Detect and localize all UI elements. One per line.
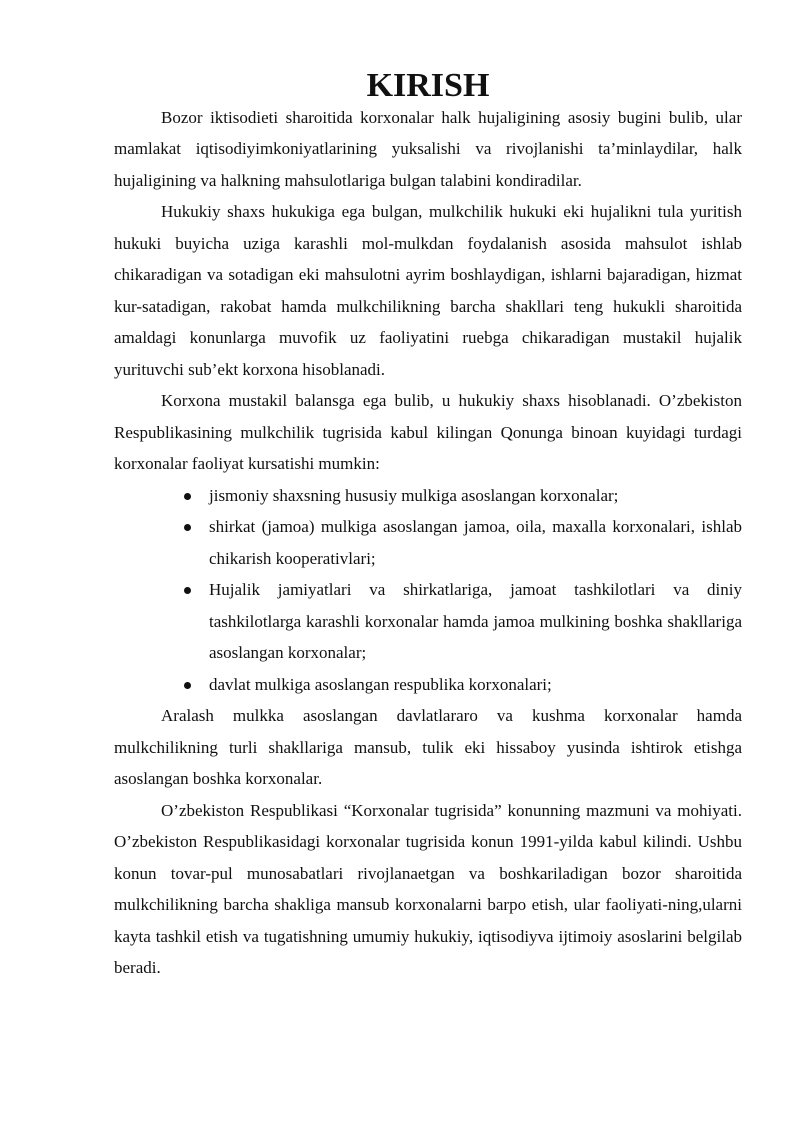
page-title: KIRISH — [366, 67, 490, 104]
bullet-icon — [184, 587, 191, 594]
paragraph-3: Korxona mustakil balansga ega bulib, u hukukiy shaxs hisoblanadi. O’zbekiston Respublikasining mulkchilik tugrisida kabul kilingan Qonunga binoan kuyidagi turdagi korxonalar faoliyat kursatishi mumkin: — [114, 391, 742, 473]
list-item — [209, 574, 742, 669]
list-item — [209, 511, 742, 574]
list-item — [209, 480, 742, 512]
bullet-icon — [184, 682, 191, 689]
document-page — [114, 67, 742, 984]
bullet-icon — [184, 493, 191, 500]
paragraph-2: Hukukiy shaxs hukukiga ega bulgan, mulkchilik hukuki eki hujalikni tula yuritish hukuki buyicha uziga karashli mol-mulkdan foydalanish asosida mahsulot ishlab chikaradigan va sotadigan eki mahsulotni ayrim boshlaydigan, ishlarni bajaradigan, hizmat kur-satadigan, rakobat hamda mulkchilikning barcha shakllari teng hukukli sharoitida amaldagi konunlarga muvofik uz faoliyatini ruebga chikaradigan mustakil hujalik yurituvchi sub’ekt korxona hisoblanadi. — [114, 202, 742, 379]
paragraph-5: O’zbekiston Respublikasi “Korxonalar tugrisida” konunning mazmuni va mohiyati. O’zbekiston Respublikasidagi korxonalar tugrisida konun 1991-yilda kabul kilindi. Ushbu konun tovar-pul munosabatlari rivojlanaetgan va boshkariladigan bozor sharoitida mulkchilikning barcha shakliga mansub korxonalarni barpo etish, ular faoliyati-ning,ularni kayta tashkil etish va tugatishning umumiy hukukiy, iqtisodiyva ijtimoiy asoslarini belgilab beradi. — [114, 800, 742, 977]
ownership-list — [114, 480, 742, 701]
paragraph-1: Bozor iktisodieti sharoitida korxonalar halk hujaligining asosiy bugini bulib, ular mamlakat iqtisodiyimkoniyatlarining yuksalishi va rivojlanishi ta’minlaydilar, halk hujaligining va halkning mahsulotlariga bulgan talabini kondiradilar. — [114, 107, 742, 190]
list-item-text: Hujalik jamiyatlari va shirkatlariga, jamoat tashkilotlari va diniy tashkilotlarga karashli korxonalar hamda jamoa mulkining boshka shakllariga asoslangan korxonalar; — [209, 580, 742, 662]
list-item-text: shirkat (jamoa) mulkiga asoslangan jamoa, oila, maxalla korxonalari, ishlab chikarish kooperativlari; — [209, 517, 742, 568]
paragraph-4: Aralash mulkka asoslangan davlatlararo va kushma korxonalar hamda mulkchilikning turli shakllariga mansub, tulik eki hissaboy yusinda ishtirok etishga asoslangan boshka korxonalar. — [114, 706, 742, 788]
list-item-text: davlat mulkiga asoslangan respublika korxonalari; — [209, 674, 552, 694]
bullet-icon — [184, 524, 191, 531]
list-item — [209, 669, 742, 701]
list-item-text: jismoniy shaxsning hususiy mulkiga asoslangan korxonalar; — [209, 485, 619, 505]
